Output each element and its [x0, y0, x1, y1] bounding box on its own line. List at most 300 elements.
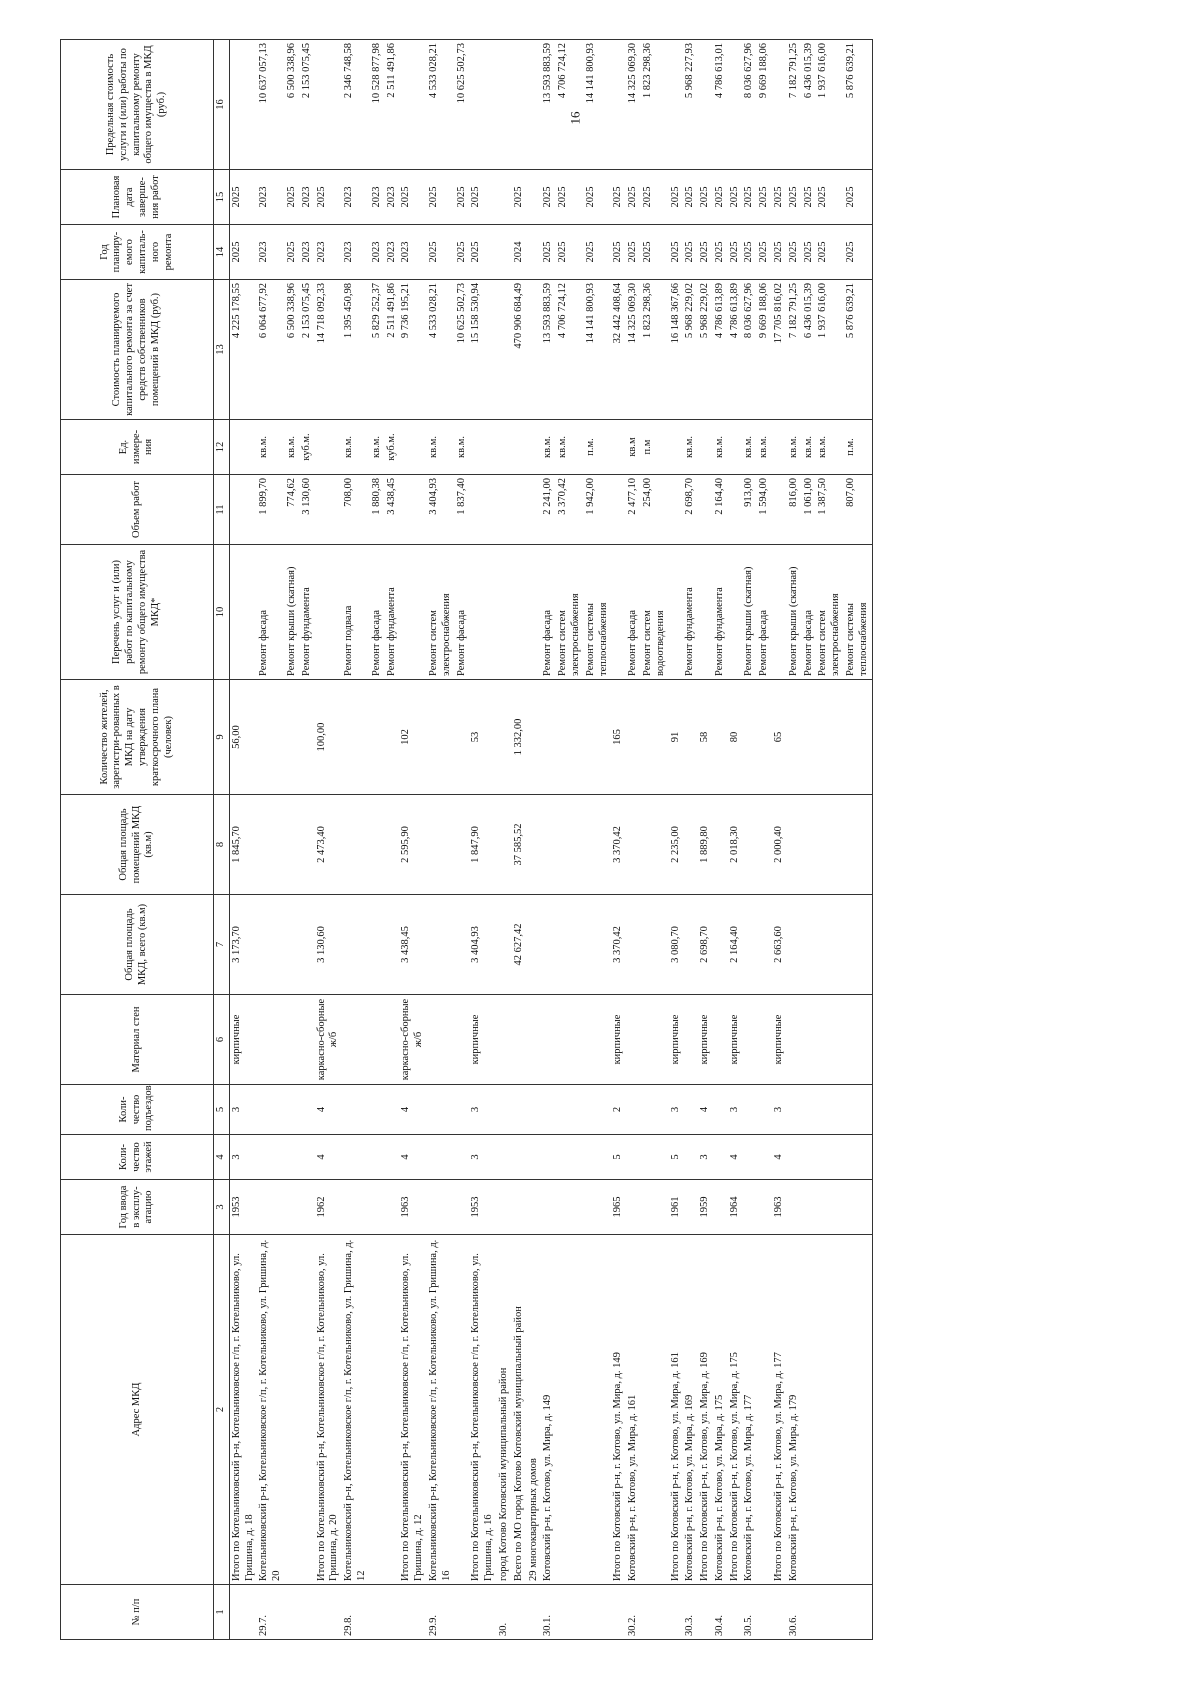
cell-works: Ремонт подвала — [342, 545, 370, 680]
cell-works: Ремонт фундамента — [713, 545, 728, 680]
cell-floors — [342, 1135, 370, 1180]
cell-unit — [527, 420, 542, 475]
cell-floors — [541, 1135, 556, 1180]
cell-year: 1959 — [698, 1180, 713, 1235]
column-header: Общая площадь МКД, всего (кв.м) — [61, 895, 214, 995]
cell-plan-year: 2025 — [757, 225, 772, 280]
cell-year — [844, 1180, 872, 1235]
cell-year — [757, 1180, 772, 1235]
cell-entrances — [427, 1085, 455, 1135]
cell-plan-year: 2023 — [300, 225, 315, 280]
cell-end-date: 2025 — [541, 170, 556, 225]
cell-limit-cost: 1 823 298,36 — [641, 40, 669, 170]
cell-area-premises — [556, 795, 584, 895]
cell-volume: 1 942,00 — [584, 475, 612, 545]
cell-floors: 4 — [315, 1135, 343, 1180]
table-row — [285, 40, 300, 1640]
cell-area-total — [757, 895, 772, 995]
cell-cost: 1 395 450,98 — [342, 280, 370, 420]
cell-material — [556, 995, 584, 1085]
cell-area-premises — [816, 795, 844, 895]
cell-year: 1965 — [611, 1180, 626, 1235]
cell-unit — [229, 420, 257, 475]
cell-plan-year: 2023 — [257, 225, 285, 280]
cell-floors — [455, 1135, 470, 1180]
cell-plan-year — [497, 225, 512, 280]
cell-material — [626, 995, 641, 1085]
cell-residents — [802, 680, 817, 795]
table-row — [229, 40, 257, 1640]
table-row — [399, 40, 427, 1640]
cell-volume: 1 061,00 — [802, 475, 817, 545]
column-number: 1 — [214, 1585, 230, 1640]
cell-works: Ремонт фасада — [757, 545, 772, 680]
cell-area-total — [385, 895, 400, 995]
cell-limit-cost: 6 436 015,39 — [802, 40, 817, 170]
cell-cost: 16 148 367,66 — [669, 280, 684, 420]
cell-residents: 58 — [698, 680, 713, 795]
cell-address — [300, 1235, 315, 1585]
cell-plan-year: 2023 — [399, 225, 427, 280]
cell-material — [787, 995, 802, 1085]
cell-entrances — [541, 1085, 556, 1135]
cell-area-total: 3 080,70 — [669, 895, 684, 995]
cell-plan-year: 2025 — [626, 225, 641, 280]
cell-entrances — [844, 1085, 872, 1135]
cell-material: кирпичные — [698, 995, 713, 1085]
cell-unit: кв.м. — [816, 420, 844, 475]
cell-limit-cost: 2 153 075,45 — [300, 40, 315, 170]
cell-end-date: 2023 — [342, 170, 370, 225]
cell-limit-cost: 4 786 613,01 — [713, 40, 728, 170]
cell-plan-year: 2025 — [698, 225, 713, 280]
cell-limit-cost: 6 500 338,96 — [285, 40, 300, 170]
cell-cost: 5 829 252,37 — [370, 280, 385, 420]
cell-works: Ремонт системы теплоснабжения — [844, 545, 872, 680]
cell-limit-cost — [527, 40, 542, 170]
cell-area-total — [584, 895, 612, 995]
cell-unit: кв.м. — [802, 420, 817, 475]
cell-area-total — [257, 895, 285, 995]
cell-address: Котельниковский р-н, Котельниковское г/п, г. Котельниково, ул. Гришина, д. 12 — [342, 1235, 370, 1585]
cell-residents — [641, 680, 669, 795]
cell-works — [497, 545, 512, 680]
cell-floors — [527, 1135, 542, 1180]
cell-num — [772, 1585, 787, 1640]
cell-limit-cost: 8 036 627,96 — [742, 40, 757, 170]
cell-area-premises — [641, 795, 669, 895]
column-number: 10 — [214, 545, 230, 680]
cell-end-date: 2025 — [802, 170, 817, 225]
cell-cost: 15 158 530,94 — [469, 280, 497, 420]
cell-area-total — [844, 895, 872, 995]
cell-floors: 3 — [469, 1135, 497, 1180]
cell-cost: 32 442 408,64 — [611, 280, 626, 420]
cell-material — [285, 995, 300, 1085]
cell-year — [285, 1180, 300, 1235]
cell-num — [611, 1585, 626, 1640]
cell-area-total — [427, 895, 455, 995]
cell-cost: 8 036 627,96 — [742, 280, 757, 420]
cell-cost — [497, 280, 512, 420]
cell-end-date: 2025 — [816, 170, 844, 225]
cell-unit: кв.м. — [370, 420, 385, 475]
cell-area-total — [285, 895, 300, 995]
cell-area-premises: 1 845,70 — [229, 795, 257, 895]
cell-end-date: 2025 — [427, 170, 455, 225]
cell-volume — [669, 475, 684, 545]
column-header: № п/п — [61, 1585, 214, 1640]
column-number: 8 — [214, 795, 230, 895]
cell-volume: 708,00 — [342, 475, 370, 545]
cell-limit-cost — [772, 40, 787, 170]
table-row — [370, 40, 385, 1640]
cell-year: 1963 — [399, 1180, 427, 1235]
cell-num: 29.9. — [427, 1585, 455, 1640]
cell-residents — [584, 680, 612, 795]
cell-address — [385, 1235, 400, 1585]
cell-address — [370, 1235, 385, 1585]
cell-residents — [427, 680, 455, 795]
cell-area-premises: 2 235,00 — [669, 795, 684, 895]
cell-volume: 2 698,70 — [683, 475, 698, 545]
cell-year — [816, 1180, 844, 1235]
cell-floors — [512, 1135, 527, 1180]
cell-area-total: 3 438,45 — [399, 895, 427, 995]
cell-works — [315, 545, 343, 680]
rotated-table-container — [60, 40, 1140, 1640]
cell-area-premises — [844, 795, 872, 895]
cell-address — [455, 1235, 470, 1585]
cell-unit: кв.м — [626, 420, 641, 475]
cell-cost: 2 153 075,45 — [300, 280, 315, 420]
cell-floors — [816, 1135, 844, 1180]
cell-year — [584, 1180, 612, 1235]
cell-plan-year: 2025 — [844, 225, 872, 280]
cell-area-premises: 2 595,90 — [399, 795, 427, 895]
table-row — [728, 40, 743, 1640]
cell-address — [802, 1235, 817, 1585]
cell-works: Ремонт систем водоотведения — [641, 545, 669, 680]
cell-works — [772, 545, 787, 680]
cell-works — [527, 545, 542, 680]
cell-material — [584, 995, 612, 1085]
cell-area-total — [541, 895, 556, 995]
cell-area-total — [816, 895, 844, 995]
cell-cost: 9 736 195,21 — [399, 280, 427, 420]
cell-cost: 9 669 188,06 — [757, 280, 772, 420]
cell-floors — [713, 1135, 728, 1180]
cell-entrances — [257, 1085, 285, 1135]
cell-address — [285, 1235, 300, 1585]
cell-year: 1961 — [669, 1180, 684, 1235]
cell-plan-year: 2025 — [713, 225, 728, 280]
cell-num: 30.3. — [683, 1585, 698, 1640]
cell-num: 29.8. — [342, 1585, 370, 1640]
cell-entrances: 2 — [611, 1085, 626, 1135]
cell-residents — [342, 680, 370, 795]
cell-limit-cost — [399, 40, 427, 170]
cell-year: 1953 — [229, 1180, 257, 1235]
cell-volume — [512, 475, 527, 545]
cell-entrances — [816, 1085, 844, 1135]
cell-area-premises — [527, 795, 542, 895]
cell-residents: 53 — [469, 680, 497, 795]
cell-residents — [370, 680, 385, 795]
cell-num — [370, 1585, 385, 1640]
cell-material — [844, 995, 872, 1085]
table-row — [427, 40, 455, 1640]
cell-cost: 4 786 613,89 — [728, 280, 743, 420]
cell-entrances: 3 — [669, 1085, 684, 1135]
cell-residents — [541, 680, 556, 795]
cell-material — [541, 995, 556, 1085]
cell-address: Итого по Котовский р-н, г. Котово, ул. Мира, д. 175 — [728, 1235, 743, 1585]
cell-plan-year: 2025 — [802, 225, 817, 280]
cell-material — [816, 995, 844, 1085]
cell-unit: кв.м. — [342, 420, 370, 475]
column-number: 14 — [214, 225, 230, 280]
column-header: Материал стен — [61, 995, 214, 1085]
cell-floors: 4 — [772, 1135, 787, 1180]
cell-unit: п.м. — [844, 420, 872, 475]
cell-material — [497, 995, 512, 1085]
cell-num — [455, 1585, 470, 1640]
cell-address: Итого по Котельниковский р-н, Котельниковское г/п, г. Котельниково, ул. Гришина, д. 16 — [469, 1235, 497, 1585]
header-row — [61, 40, 214, 1640]
cell-area-total: 2 698,70 — [698, 895, 713, 995]
cell-works — [512, 545, 527, 680]
cell-entrances — [787, 1085, 802, 1135]
cell-year: 1964 — [728, 1180, 743, 1235]
cell-material — [385, 995, 400, 1085]
cell-area-premises — [626, 795, 641, 895]
cell-address — [844, 1235, 872, 1585]
cell-unit: кв.м. — [455, 420, 470, 475]
cell-limit-cost: 10 528 877,98 — [370, 40, 385, 170]
cell-cost: 1 823 298,36 — [641, 280, 669, 420]
cell-num — [757, 1585, 772, 1640]
table-row — [626, 40, 641, 1640]
cell-entrances — [802, 1085, 817, 1135]
cell-residents: 102 — [399, 680, 427, 795]
cell-entrances: 4 — [399, 1085, 427, 1135]
cell-year — [385, 1180, 400, 1235]
cell-entrances — [626, 1085, 641, 1135]
column-number: 6 — [214, 995, 230, 1085]
cell-area-premises — [713, 795, 728, 895]
cell-num: 30.4. — [713, 1585, 728, 1640]
cell-volume: 3 370,42 — [556, 475, 584, 545]
cell-address: Итого по Котельниковский р-н, Котельниковское г/п, г. Котельниково, ул. Гришина, д. 20 — [315, 1235, 343, 1585]
cell-material: кирпичные — [669, 995, 684, 1085]
cell-works: Ремонт крыши (скатная) — [742, 545, 757, 680]
cell-floors: 5 — [669, 1135, 684, 1180]
cell-address: Котовский р-н, г. Котово, ул. Мира, д. 149 — [541, 1235, 556, 1585]
cell-material — [512, 995, 527, 1085]
cell-end-date: 2025 — [626, 170, 641, 225]
cell-residents — [300, 680, 315, 795]
cell-unit: кв.м. — [742, 420, 757, 475]
cell-address: Итого по Котовский р-н, г. Котово, ул. Мира, д. 177 — [772, 1235, 787, 1585]
cell-address — [641, 1235, 669, 1585]
cell-year — [342, 1180, 370, 1235]
cell-entrances — [512, 1085, 527, 1135]
cell-end-date: 2025 — [229, 170, 257, 225]
cell-floors — [844, 1135, 872, 1180]
cell-volume — [399, 475, 427, 545]
cell-address: Всего по МО город Котово Котовский муниципальный район — [512, 1235, 527, 1585]
cell-unit: кв.м. — [257, 420, 285, 475]
cell-entrances: 3 — [772, 1085, 787, 1135]
cell-address: Итого по Котовский р-н, г. Котово, ул. Мира, д. 149 — [611, 1235, 626, 1585]
cell-floors: 4 — [399, 1135, 427, 1180]
cell-area-total — [683, 895, 698, 995]
cell-plan-year: 2025 — [584, 225, 612, 280]
cell-floors — [802, 1135, 817, 1180]
cell-num — [584, 1585, 612, 1640]
cell-year — [641, 1180, 669, 1235]
cell-address: Котельниковский р-н, Котельниковское г/п, г. Котельниково, ул. Гришина, д. 20 — [257, 1235, 285, 1585]
cell-area-premises — [370, 795, 385, 895]
cell-year: 1953 — [469, 1180, 497, 1235]
cell-end-date: 2023 — [257, 170, 285, 225]
column-header: Предельная стоимость услуги и (или) работы по капитальному ремонту общего имущества в МКД (руб.) — [61, 40, 214, 170]
cell-entrances — [683, 1085, 698, 1135]
cell-works: Ремонт фасада — [626, 545, 641, 680]
cell-end-date: 2025 — [683, 170, 698, 225]
cell-entrances — [300, 1085, 315, 1135]
cell-num — [728, 1585, 743, 1640]
cell-area-premises: 37 585,52 — [512, 795, 527, 895]
cell-address — [584, 1235, 612, 1585]
cell-year: 1962 — [315, 1180, 343, 1235]
cell-plan-year: 2025 — [285, 225, 300, 280]
cell-residents — [713, 680, 728, 795]
table-row — [385, 40, 400, 1640]
table-row — [641, 40, 669, 1640]
cell-area-premises — [300, 795, 315, 895]
cell-unit — [698, 420, 713, 475]
cell-works — [611, 545, 626, 680]
cell-floors — [370, 1135, 385, 1180]
cell-plan-year: 2025 — [541, 225, 556, 280]
cell-volume: 3 130,60 — [300, 475, 315, 545]
cell-area-total: 42 627,42 — [512, 895, 527, 995]
cell-year — [742, 1180, 757, 1235]
cell-residents — [497, 680, 512, 795]
table-row — [772, 40, 787, 1640]
cell-residents — [556, 680, 584, 795]
cell-plan-year — [527, 225, 542, 280]
cell-limit-cost: 5 968 227,93 — [683, 40, 698, 170]
column-number: 3 — [214, 1180, 230, 1235]
cell-volume: 3 438,45 — [385, 475, 400, 545]
cell-year — [787, 1180, 802, 1235]
cell-cost: 470 906 684,49 — [512, 280, 527, 420]
cell-area-total: 3 173,70 — [229, 895, 257, 995]
cell-area-premises — [455, 795, 470, 895]
cell-entrances — [641, 1085, 669, 1135]
cell-works: Ремонт фундамента — [300, 545, 315, 680]
cell-year — [683, 1180, 698, 1235]
cell-plan-year: 2023 — [370, 225, 385, 280]
cell-cost: 14 325 069,30 — [626, 280, 641, 420]
cell-cost: 4 225 178,55 — [229, 280, 257, 420]
cell-material — [455, 995, 470, 1085]
cell-cost: 6 436 015,39 — [802, 280, 817, 420]
cell-end-date: 2025 — [641, 170, 669, 225]
cell-area-total — [370, 895, 385, 995]
cell-works: Ремонт системы теплоснабжения — [584, 545, 612, 680]
cell-year — [370, 1180, 385, 1235]
table-row — [816, 40, 844, 1640]
cell-volume — [611, 475, 626, 545]
cell-works — [669, 545, 684, 680]
cell-area-premises — [742, 795, 757, 895]
cell-num — [229, 1585, 257, 1640]
cell-unit: куб.м. — [300, 420, 315, 475]
cell-volume: 774,62 — [285, 475, 300, 545]
cell-num — [285, 1585, 300, 1640]
cell-residents: 165 — [611, 680, 626, 795]
cell-num — [385, 1585, 400, 1640]
cell-area-total: 3 130,60 — [315, 895, 343, 995]
table-row — [527, 40, 542, 1640]
cell-end-date: 2025 — [469, 170, 497, 225]
cell-floors — [787, 1135, 802, 1180]
cell-volume: 254,00 — [641, 475, 669, 545]
cell-limit-cost: 2 511 491,86 — [385, 40, 400, 170]
column-header: Общая площадь помещений МКД (кв.м) — [61, 795, 214, 895]
table-row — [787, 40, 802, 1640]
cell-year — [300, 1180, 315, 1235]
column-number: 13 — [214, 280, 230, 420]
capital-repair-table — [60, 39, 873, 1640]
cell-floors — [757, 1135, 772, 1180]
cell-floors — [641, 1135, 669, 1180]
cell-area-total — [626, 895, 641, 995]
table-row — [541, 40, 556, 1640]
cell-cost: 6 500 338,96 — [285, 280, 300, 420]
cell-num — [399, 1585, 427, 1640]
table-row — [512, 40, 527, 1640]
cell-address: Котовский р-н, г. Котово, ул. Мира, д. 179 — [787, 1235, 802, 1585]
cell-end-date: 2025 — [757, 170, 772, 225]
cell-area-premises — [257, 795, 285, 895]
cell-unit — [469, 420, 497, 475]
cell-limit-cost — [469, 40, 497, 170]
cell-address: Котовский р-н, г. Котово, ул. Мира, д. 161 — [626, 1235, 641, 1585]
cell-year — [257, 1180, 285, 1235]
cell-volume: 1 880,38 — [370, 475, 385, 545]
cell-area-total — [300, 895, 315, 995]
table-row — [342, 40, 370, 1640]
cell-num — [816, 1585, 844, 1640]
cell-area-premises — [427, 795, 455, 895]
cell-entrances: 4 — [315, 1085, 343, 1135]
cell-year — [455, 1180, 470, 1235]
cell-floors — [556, 1135, 584, 1180]
cell-works: Ремонт фасада — [802, 545, 817, 680]
cell-num — [300, 1585, 315, 1640]
cell-num: 30.2. — [626, 1585, 641, 1640]
cell-address: Итого по Котовский р-н, г. Котово, ул. Мира, д. 161 — [669, 1235, 684, 1585]
cell-area-premises — [541, 795, 556, 895]
cell-works: Ремонт фасада — [257, 545, 285, 680]
cell-area-premises: 2 473,40 — [315, 795, 343, 895]
cell-area-total — [641, 895, 669, 995]
